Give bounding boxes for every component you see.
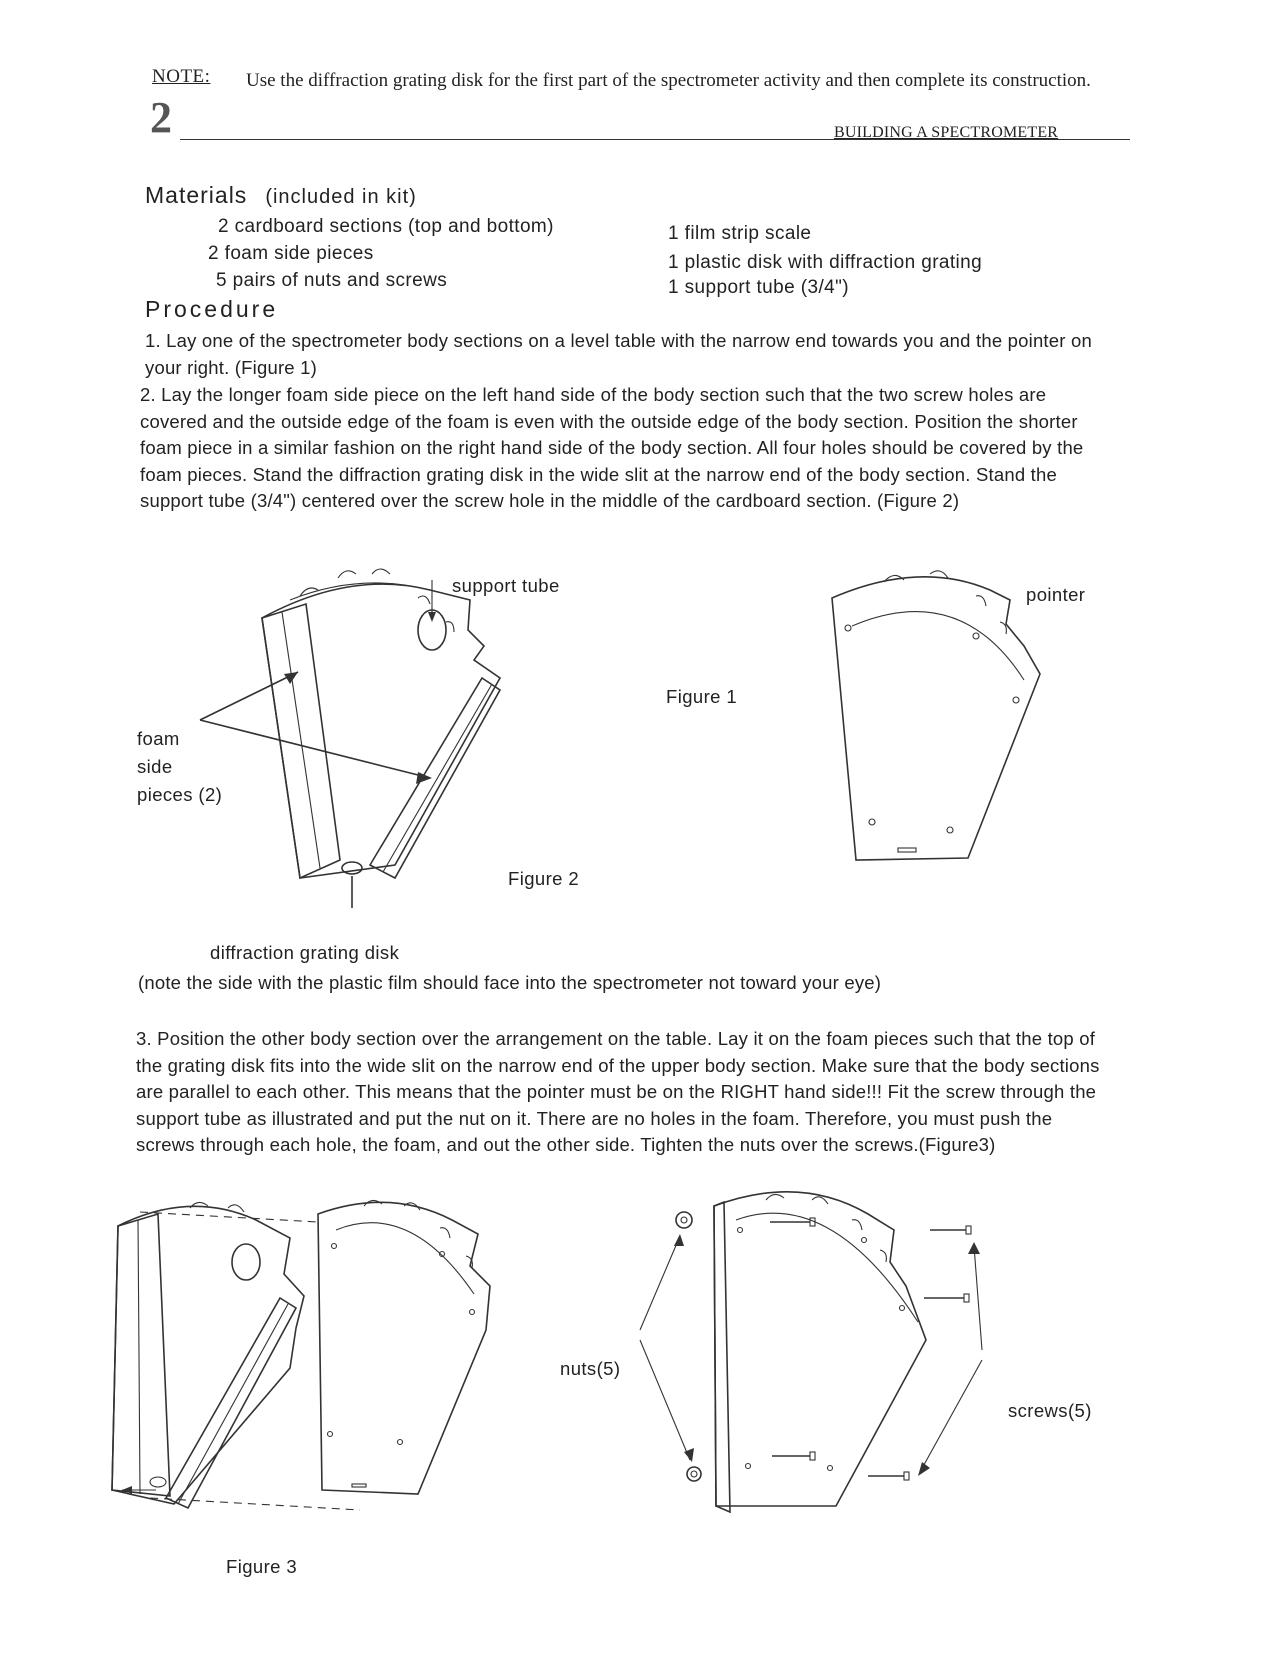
foam-arrow-2 <box>200 720 430 778</box>
procedure-step-3: 3. Position the other body section over the arrangement on the table. Lay it on the foam pieces such that the top of the grating disk fits into the wide slit on the narrow end of the upper body section. Make sure that the body sections are parallel to each other. This means that the pointer must be on the RIGHT hand side!!! Fit the screw through the support tube as illustrated and put the nut on it. There are no holes in the foam. Therefore, you must push the screws through each hole, the foam, and out the other side. Tighten the nuts over the screws.(Figure3) <box>136 1028 1100 1155</box>
support-tube-label: support tube <box>452 575 560 596</box>
page-number: 2 <box>150 93 172 142</box>
material-item: 5 pairs of nuts and screws <box>216 270 448 291</box>
note-label: NOTE: <box>152 66 211 87</box>
figures-1-2-drawing <box>0 560 1280 940</box>
diffraction-disk-label: diffraction grating disk <box>210 942 400 963</box>
pointer-label: pointer <box>1026 584 1086 605</box>
note-text: Use the diffraction grating disk for the first part of the spectrometer activity and then complete its construction. <box>246 70 1091 91</box>
figure-3-assembly-left <box>112 1202 360 1510</box>
material-item: 2 cardboard sections (top and bottom) <box>218 216 554 237</box>
materials-heading <box>145 182 417 209</box>
material-item: 1 plastic disk with diffraction grating <box>668 252 983 273</box>
foam-arrow-1 <box>200 672 298 720</box>
material-item: 1 film strip scale <box>668 223 812 244</box>
procedure-step-1: 1. Lay one of the spectrometer body sections on a level table with the narrow end towards you and the pointer on your right. (Figure 1) <box>145 330 1092 378</box>
figure-2-caption: Figure 2 <box>508 868 580 889</box>
figure-1-caption: Figure 1 <box>666 686 738 707</box>
foam-label-line-3: pieces (2) <box>137 784 223 805</box>
figure-3-top-section <box>318 1200 490 1494</box>
figure-1-illustration <box>832 571 1040 860</box>
material-item: 2 foam side pieces <box>208 243 374 264</box>
nuts-label: nuts(5) <box>560 1358 621 1379</box>
screws-label: screws(5) <box>1008 1400 1092 1421</box>
section-title: BUILDING A SPECTROMETER <box>834 124 1059 141</box>
material-item: 1 support tube (3/4") <box>668 277 849 298</box>
materials-title: Materials <box>145 182 248 208</box>
figure-2-illustration <box>262 569 500 908</box>
procedure-heading: Procedure <box>145 296 279 322</box>
film-orientation-note: (note the side with the plastic film should face into the spectrometer not toward your eye) <box>138 972 882 993</box>
figure-3-exploded-view <box>640 1192 982 1512</box>
figure-3-caption: Figure 3 <box>226 1556 298 1577</box>
foam-label-line-1: foam <box>137 728 180 749</box>
procedure-step-2: 2. Lay the longer foam side piece on the left hand side of the body section such that the two screw holes are covered and the outside edge of the foam is even with the outside edge of the body section. Position the shorter foam piece in a similar fashion on the right hand side of the body section. All four holes should be covered by the foam pieces. Stand the diffraction grating disk in the wide slit at the narrow end of the body section. Stand the support tube (3/4") centered over the screw hole in the middle of the cardboard section. (Figure 2) <box>140 384 1084 511</box>
materials-subheading: (included in kit) <box>265 186 417 208</box>
foam-label-line-2: side <box>137 756 173 777</box>
figure-3-drawing <box>0 1190 1280 1550</box>
